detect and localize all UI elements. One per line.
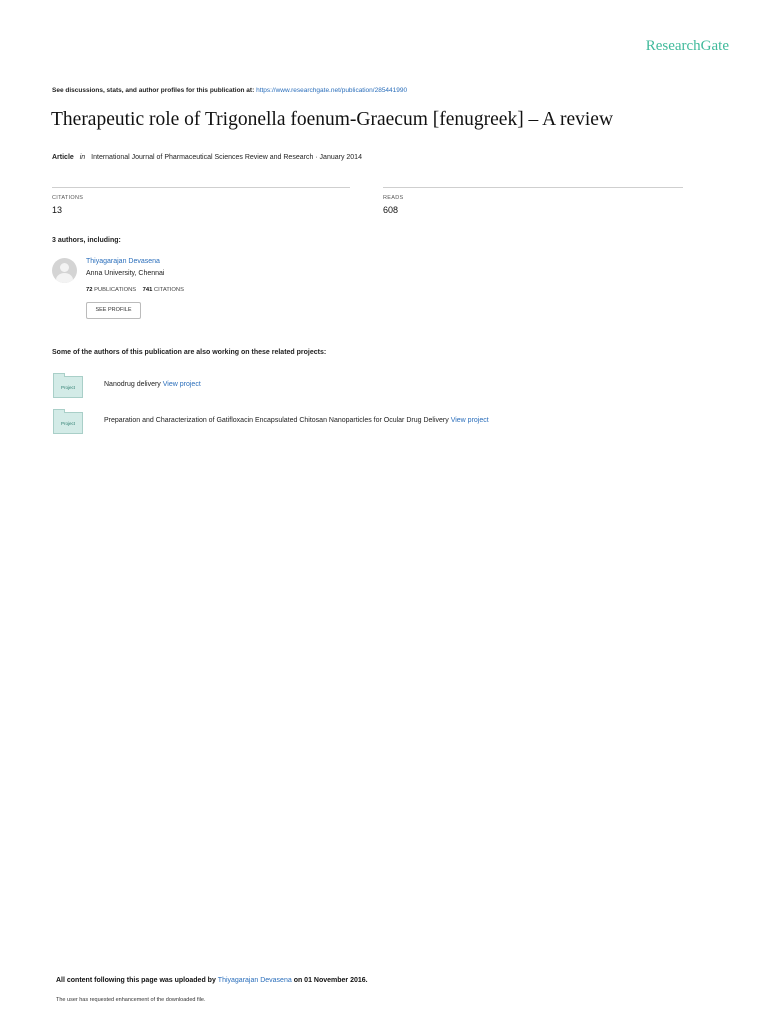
project-item [104,417,489,424]
author-citations-label: CITATIONS [153,287,184,293]
project-icon-label: Project [60,385,75,390]
view-project-link[interactable]: View project [450,417,489,424]
reads-value: 608 [383,205,399,215]
project-name: Nanodrug delivery [104,381,161,388]
see-profile-button[interactable]: SEE PROFILE [86,302,141,319]
publications-label: PUBLICATIONS [94,287,137,293]
enhancement-note: The user has requested enhancement of the downloaded file. [56,997,206,1003]
view-project-link[interactable]: View project [162,381,201,388]
related-projects-heading: Some of the authors of this publication are also working on these related projects: [52,349,327,356]
publications-count: 72 [86,287,93,293]
citations-value: 13 [52,205,63,215]
authors-heading: 3 authors, including: [52,237,121,244]
avatar-icon[interactable] [52,258,77,283]
reads-label: READS [383,195,404,201]
in-label: in [79,154,86,161]
project-item [104,381,201,388]
project-icon-label: Project [60,421,75,426]
author-stats [86,287,184,293]
researchgate-logo[interactable]: ResearchGate [645,38,729,54]
upload-footer [56,977,368,984]
author-citations-count: 741 [142,287,153,293]
publication-url-link[interactable]: https://www.researchgate.net/publication/285441990 [256,87,408,94]
journal-date: International Journal of Pharmaceutical Sciences Review and Research · January 2014 [91,154,362,161]
author-institution: Anna University, Chennai [86,270,165,277]
footer-suffix: on 01 November 2016. [293,977,368,984]
project-folder-icon[interactable] [53,412,83,434]
see-discussions-line [52,87,407,94]
publication-meta [52,154,362,161]
project-folder-icon[interactable] [53,376,83,398]
project-name: Preparation and Characterization of Gatifloxacin Encapsulated Chitosan Nanoparticles for Ocular Drug Delivery [104,417,449,424]
author-name-link[interactable]: Thiyagarajan Devasena [86,258,160,265]
publication-type: Article [52,154,74,161]
uploader-link[interactable]: Thiyagarajan Devasena [217,977,292,984]
publication-title: Therapeutic role of Trigonella foenum-Graecum [fenugreek] – A review [51,109,614,130]
reads-divider [383,187,683,188]
citations-divider [52,187,350,188]
citations-label: CITATIONS [52,195,84,201]
footer-prefix: All content following this page was uploaded by [56,977,216,984]
see-discussions-text: See discussions, stats, and author profiles for this publication at: [52,87,255,94]
